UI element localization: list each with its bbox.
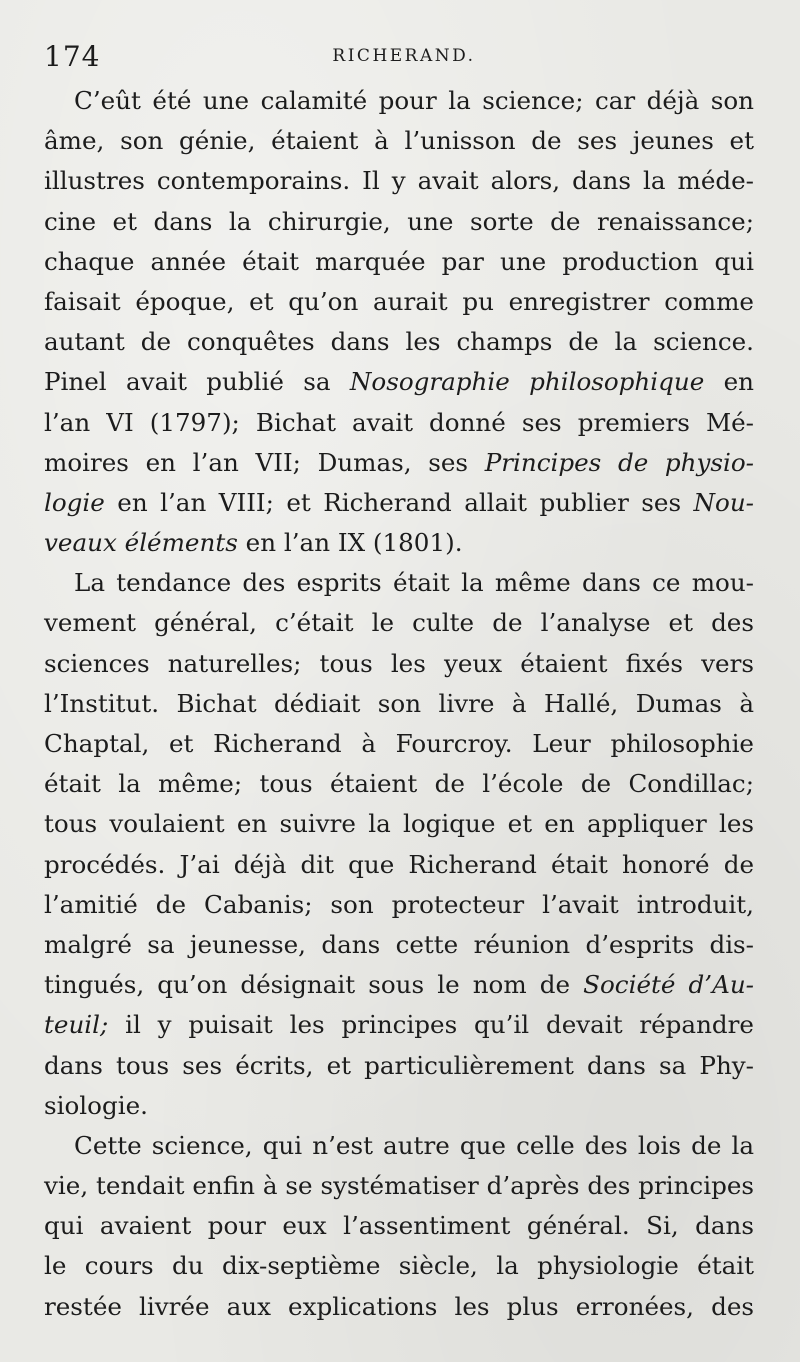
italic-title: veaux éléments <box>44 528 238 558</box>
text-line: âme, son génie, étaient à l’unisson de ses jeunes et <box>44 126 754 156</box>
text-line: illustres contemporains. Il y avait alors, dans la méde- <box>44 166 754 196</box>
paragraph <box>44 81 754 563</box>
italic-title: Société d’Au- <box>583 970 754 1000</box>
text-line: moires en l’an VII; Dumas, ses Principes de physio- <box>44 447 754 477</box>
text-line: chaque année était marquée par une production qui <box>44 246 754 276</box>
text-line: autant de conquêtes dans les champs de la science. <box>44 327 754 357</box>
text-line: l’Institut. Bichat dédiait son livre à Hallé, Dumas à <box>44 688 754 718</box>
italic-title: Principes de physio- <box>484 447 754 477</box>
text-line: malgré sa jeunesse, dans cette réunion d’esprits dis- <box>44 929 754 959</box>
text-line: Cette science, qui n’est autre que celle des lois de la <box>74 1130 754 1160</box>
text-line: restée livrée aux explications les plus erronées, des <box>44 1291 754 1321</box>
text-line: C’eût été une calamité pour la science; car déjà son <box>74 86 754 115</box>
paragraph <box>44 563 754 1126</box>
text-line: sciences naturelles; tous les yeux étaient fixés vers <box>44 648 754 678</box>
body-text <box>44 81 754 1327</box>
text-line: le cours du dix-septième siècle, la physiologie était <box>44 1251 754 1281</box>
text-line: veaux éléments en l’an IX (1801). <box>44 528 463 558</box>
text-line: faisait époque, et qu’on aurait pu enregistrer comme <box>44 286 754 316</box>
text-line: tingués, qu’on désignait sous le nom de Société d’Au- <box>44 970 754 1000</box>
text-line: siologie. <box>44 1090 148 1120</box>
italic-title: Nosographie philosophique <box>349 367 705 397</box>
italic-title: logie <box>44 487 105 517</box>
text-line: était la même; tous étaient de l’école de Condillac; <box>44 769 754 799</box>
text-line: l’an VI (1797); Bichat avait donné ses premiers Mé- <box>44 407 754 437</box>
italic-title: Nou- <box>693 487 754 517</box>
text-line: Chaptal, et Richerand à Fourcroy. Leur philosophie <box>44 729 754 758</box>
italic-title: teuil; <box>44 1010 109 1040</box>
paragraph <box>44 1126 754 1327</box>
page-number: 174 <box>44 40 101 73</box>
text-line: teuil; il y puisait les principes qu’il devait répandre <box>44 1010 754 1040</box>
text-line: l’amitié de Cabanis; son protecteur l’avait introduit, <box>44 889 754 919</box>
text-line: Pinel avait publié sa Nosographie philosophique en <box>44 367 754 397</box>
text-line: tous voulaient en suivre la logique et en appliquer les <box>44 809 754 839</box>
text-line: procédés. J’ai déjà dit que Richerand était honoré de <box>44 849 754 879</box>
text-line: vie, tendait enfin à se systématiser d’après des principes <box>44 1171 754 1201</box>
text-line: La tendance des esprits était la même dans ce mou- <box>74 568 754 598</box>
running-title: RICHERAND. <box>332 46 476 66</box>
text-line: logie en l’an VIII; et Richerand allait publier ses Nou- <box>44 487 754 517</box>
text-line: cine et dans la chirurgie, une sorte de renaissance; <box>44 206 754 236</box>
text-line: vement général, c’était le culte de l’analyse et des <box>44 608 754 638</box>
running-head <box>44 34 764 74</box>
text-line: dans tous ses écrits, et particulièrement dans sa Phy- <box>44 1050 754 1080</box>
text-line: qui avaient pour eux l’assentiment général. Si, dans <box>44 1211 754 1241</box>
